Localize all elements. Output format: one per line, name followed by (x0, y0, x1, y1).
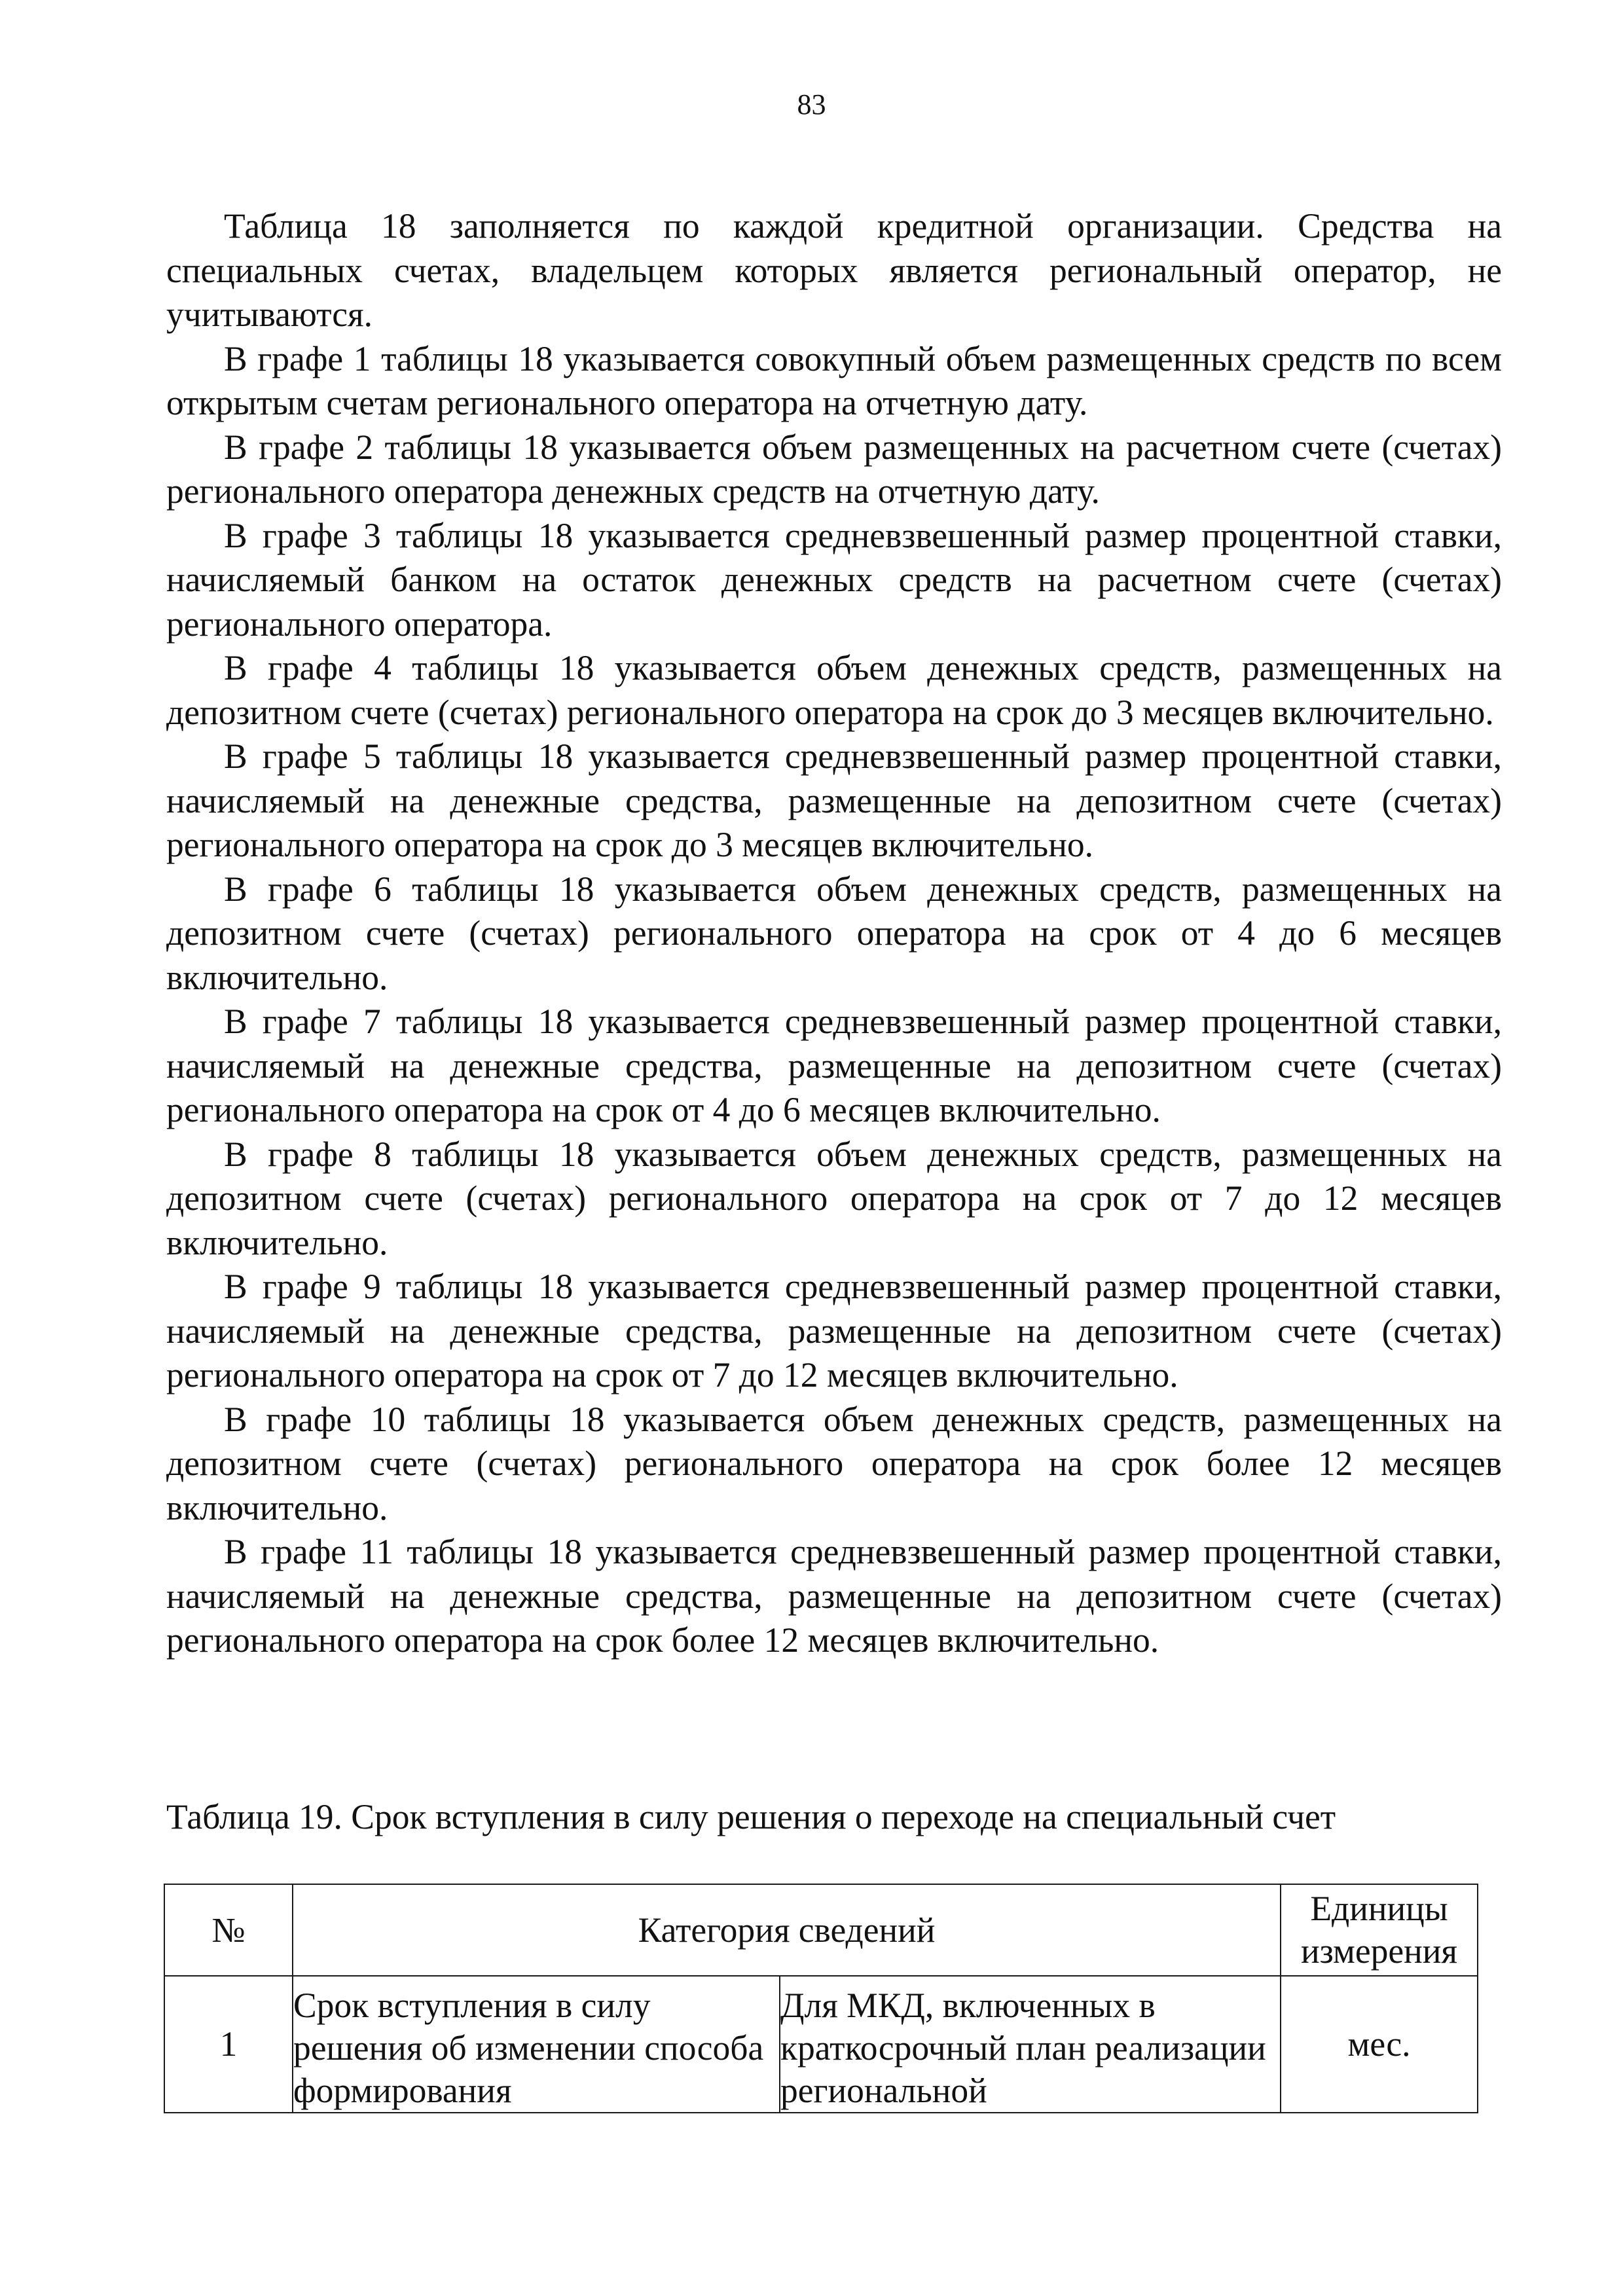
paragraph-3: В графе 2 таблицы 18 указывается объем размещенных на расчетном счете (счетах) регионального оператора денежных средств на отчетную дату. (166, 427, 1502, 511)
paragraph-1: Таблица 18 заполняется по каждой кредитной организации. Средства на специальных счетах, владельцем которых является региональный оператор, не учитываются. (166, 206, 1502, 334)
paragraph-10: В графе 9 таблицы 18 указывается средневзвешенный размер процентной ставки, начисляемый на денежные средства, размещенные на депозитном счете (счетах) регионального оператора на срок от 7 до 12 месяцев включительно. (166, 1267, 1502, 1394)
document-body (166, 204, 1502, 1663)
table-19 (164, 1884, 1478, 2113)
row-number: 1 (164, 1976, 293, 2113)
row-category-main-text: Срок вступления в силу решения об изменении способа формирования (293, 1986, 764, 2110)
page-number: 83 (797, 88, 826, 120)
paragraph-6: В графе 5 таблицы 18 указывается средневзвешенный размер процентной ставки, начисляемый на денежные средства, размещенные на депозитном счете (счетах) регионального оператора на срок до 3 месяцев включительно. (166, 737, 1502, 864)
paragraph-2: В графе 1 таблицы 18 указывается совокупный объем размещенных средств по всем открытым счетам регионального оператора на отчетную дату. (166, 338, 1502, 422)
row-category-sub (780, 1976, 1281, 2113)
row-units: мес. (1281, 1976, 1478, 2113)
header-category: Категория сведений (293, 1884, 1281, 1976)
paragraph-5: В графе 4 таблицы 18 указывается объем денежных средств, размещенных на депозитном счете (счетах) регионального оператора на срок до 3 месяцев включительно. (166, 648, 1502, 732)
paragraph-8: В графе 7 таблицы 18 указывается средневзвешенный размер процентной ставки, начисляемый на денежные средства, размещенные на депозитном счете (счетах) регионального оператора на срок от 4 до 6 месяцев включительно. (166, 1002, 1502, 1129)
paragraph-12: В графе 11 таблицы 18 указывается средневзвешенный размер процентной ставки, начисляемый на денежные средства, размещенные на депозитном счете (счетах) регионального оператора на срок более 12 месяцев включительно. (166, 1532, 1502, 1660)
table-19-title: Таблица 19. Срок вступления в силу решения о переходе на специальный счет (166, 1797, 1336, 1836)
table-row (164, 1976, 1478, 2113)
header-number: № (164, 1884, 293, 1976)
paragraph-4: В графе 3 таблицы 18 указывается средневзвешенный размер процентной ставки, начисляемый банком на остаток денежных средств на расчетном счете (счетах) регионального оператора. (166, 515, 1502, 644)
paragraph-9: В графе 8 таблицы 18 указывается объем денежных средств, размещенных на депозитном счете (счетах) регионального оператора на срок от 7 до 12 месяцев включительно. (166, 1134, 1502, 1262)
row-category-sub-text: Для МКД, включенных в краткосрочный план реализации региональной (780, 1986, 1266, 2110)
header-units: Единицы измерения (1281, 1884, 1478, 1976)
table-header-row (164, 1884, 1478, 1976)
row-category-main (293, 1976, 780, 2113)
paragraph-11: В графе 10 таблицы 18 указывается объем денежных средств, размещенных на депозитном счете (счетах) регионального оператора на срок более 12 месяцев включительно. (166, 1399, 1502, 1527)
paragraph-7: В графе 6 таблицы 18 указывается объем денежных средств, размещенных на депозитном счете (счетах) регионального оператора на срок от 4 до 6 месяцев включительно. (166, 869, 1502, 997)
